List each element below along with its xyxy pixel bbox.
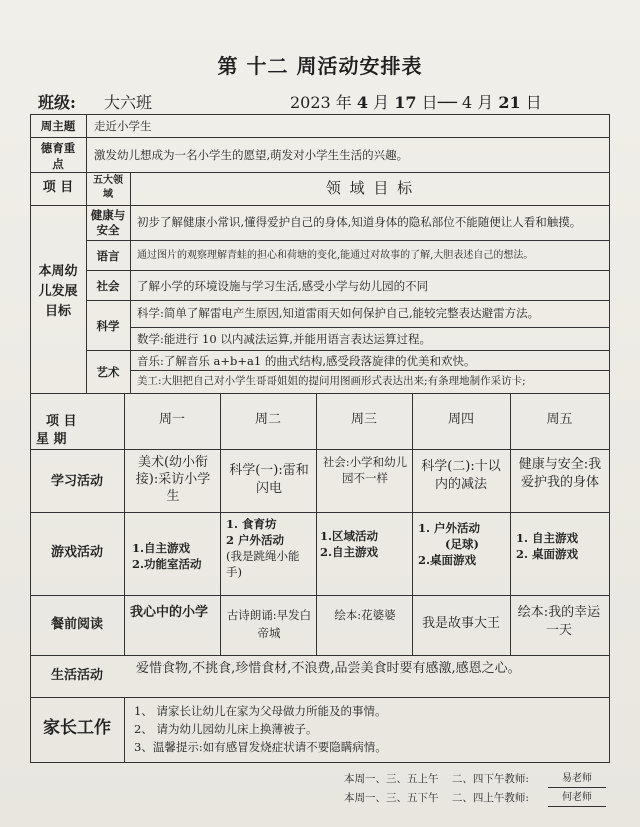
reading-fri: 绘本:我的幸运一天 — [517, 605, 601, 638]
domain-name-society: 社会 — [96, 279, 120, 293]
learning-mon: 美术(幼小衔接):采访小学生 — [135, 455, 211, 504]
reading-label: 餐前阅读 — [50, 617, 103, 632]
reading-tue: 古诗朗诵:早发白帝城 — [226, 608, 312, 640]
domain-text-math: 数学:能进行 10 以内减法运算,并能用语言表达运算过程。 — [137, 332, 431, 346]
games-mon-2: 2.功能室活动 — [132, 557, 202, 571]
month-label: 月 — [373, 93, 390, 112]
games-tue — [226, 516, 314, 580]
games-wed-1: 1.区域活动 — [320, 529, 379, 543]
domain-name-health: 健康与安全 — [90, 208, 126, 237]
domain-text-science: 科学:简单了解雷电产生原因,知道雷雨天如何保护自己,能较完整表达避雷方法。 — [137, 306, 540, 320]
games-thu-2: (足球) — [445, 537, 479, 551]
games-wed-2: 2.自主游戏 — [320, 545, 379, 559]
domain-name-science: 科学 — [96, 319, 120, 333]
games-wed — [320, 528, 408, 560]
class-label: 班级: — [38, 93, 76, 112]
parents-item-3: 3、温馨提示:如有感冒发烧症状请不要隐瞒病情。 — [134, 740, 387, 754]
games-thu-3: 2.桌面游戏 — [418, 553, 477, 567]
learning-thu: 科学(二):十以内的减法 — [421, 459, 501, 492]
learning-label: 学习活动 — [50, 474, 103, 489]
theme-value: 走近小学生 — [94, 119, 152, 133]
life-text: 爱惜食物,不挑食,珍惜食材,不浪费,品尝美食时要有感激,感恩之心。 — [136, 661, 521, 676]
domain-text-language: 通过图片的观察理解青蛙的担心和荷塘的变化,能通过对故事的了解,大胆表述自己的想法。 — [137, 250, 534, 261]
start-day: 17 — [394, 93, 417, 112]
games-fri-1: 1. 自主游戏 — [516, 531, 579, 545]
theme-label: 周主题 — [40, 119, 76, 133]
domain-text-society: 了解小学的环境设施与学习生活,感受小学与幼儿园的不同 — [137, 279, 429, 293]
parents-item-2: 2、 请为幼儿园幼儿床上换薄被子。 — [134, 722, 318, 736]
day-label: 日 — [525, 93, 542, 112]
domain-text-craft: 美工:大胆把自己对小学生哥哥姐姐的提问用图画形式表达出来;有条理地制作采访卡; — [137, 375, 526, 387]
day-header-wed: 周三 — [350, 412, 377, 427]
games-tue-2: 2 户外活动 — [226, 533, 285, 547]
learning-fri: 健康与安全:我爱护我的身体 — [518, 457, 602, 490]
year: 2023 年 — [290, 93, 352, 112]
footer-line-1: 本周一、三、五上午 二、四下午教师: — [344, 773, 529, 785]
domain-text-music: 音乐:了解音乐 a+b+a1 的曲式结构,感受段落旋律的优美和欢快。 — [137, 354, 476, 368]
five-domains-label: 五大领域 — [93, 175, 123, 200]
domain-name-language: 语言 — [96, 249, 120, 263]
week-item-label: 项 目 — [46, 414, 77, 429]
day-header-fri: 周五 — [546, 412, 573, 427]
day-header-tue: 周二 — [254, 412, 281, 427]
reading-mon: 我心中的小学 — [130, 605, 209, 620]
parents-item-1: 1、 请家长让幼儿在家为父母做力所能及的事情。 — [134, 704, 387, 718]
games-mon — [132, 540, 218, 572]
domain-text-health: 初步了解健康小常识,懂得爱护自己的身体,知道身体的隐私部位不能随便让人看和触摸。 — [137, 215, 582, 229]
games-fri-2: 2. 桌面游戏 — [516, 547, 579, 561]
learning-tue: 科学(一):雷和闪电 — [229, 463, 309, 496]
games-thu — [418, 520, 506, 568]
parents-list — [134, 702, 604, 756]
games-tue-3: (我是跳绳小能手) — [226, 549, 300, 579]
parents-label: 家长工作 — [43, 718, 111, 738]
development-goals-label: 本周幼儿发展目标 — [38, 264, 78, 319]
class-value: 大六班 — [104, 93, 153, 112]
learning-wed: 社会:小学和幼儿园不一样 — [322, 455, 408, 485]
domain-name-art: 艺术 — [96, 365, 120, 379]
footer-teacher-2: 何老师 — [548, 790, 606, 807]
footer-line-2: 本周一、三、五下午 二、四上午教师: — [344, 792, 529, 804]
games-thu-1: 1. 户外活动 — [418, 521, 481, 535]
reading-wed: 绘本:花婆婆 — [334, 608, 396, 622]
start-month: 4 — [356, 93, 369, 112]
moral-value: 激发幼儿想成为一名小学生的愿望,萌发对小学生生活的兴趣。 — [94, 148, 409, 162]
games-label: 游戏活动 — [50, 545, 103, 560]
domain-goal-header: 领 域 目 标 — [325, 179, 415, 197]
games-mon-1: 1.自主游戏 — [132, 541, 191, 555]
week-label: 星 期 — [36, 432, 67, 447]
games-fri — [516, 530, 604, 562]
games-tue-1: 1. 食育坊 — [226, 517, 277, 531]
end-day: 21 — [498, 93, 521, 112]
date-to: 日── 4 月 — [421, 93, 494, 112]
moral-label: 德育重点 — [40, 141, 76, 171]
day-header-thu: 周四 — [447, 412, 474, 427]
footer-teacher-1: 易老师 — [548, 771, 606, 788]
date-range — [290, 90, 542, 113]
reading-thu: 我是故事大王 — [421, 616, 500, 631]
life-label: 生活活动 — [50, 668, 103, 683]
day-header-mon: 周一 — [158, 412, 185, 427]
page-title: 第 十二 周活动安排表 — [217, 54, 423, 78]
goals-item-label: 项 目 — [42, 180, 74, 195]
